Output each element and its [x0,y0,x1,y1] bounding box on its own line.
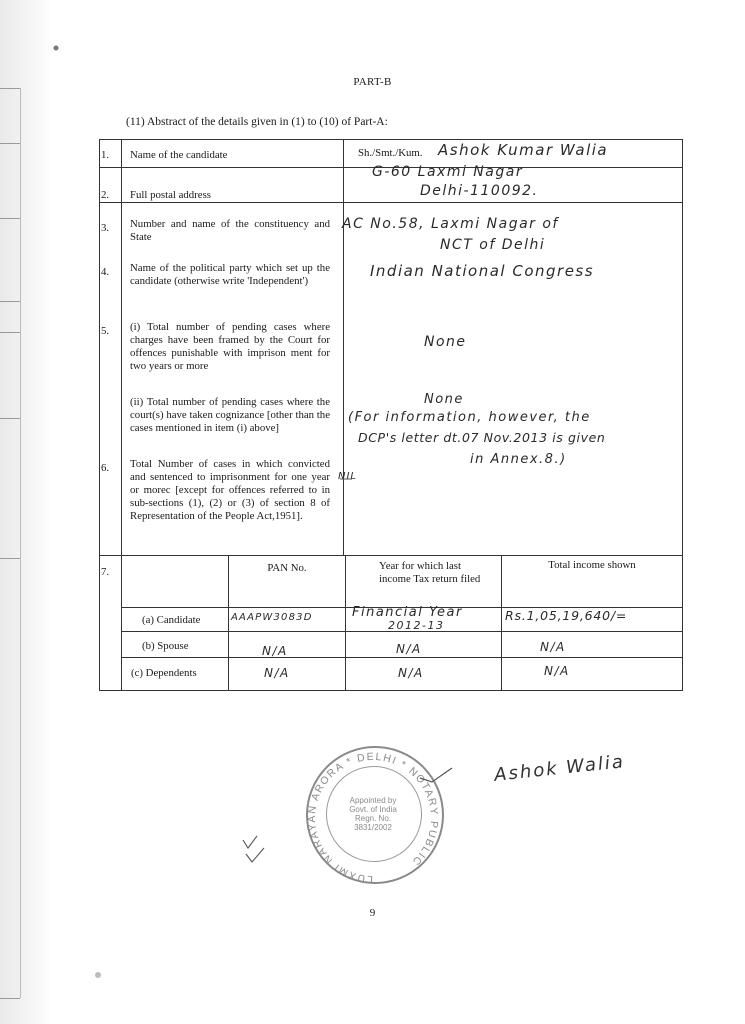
left-edge-tick [0,558,20,559]
pending-cases-framed-value: None [424,334,467,350]
candidate-year-line1: Financial Year [352,605,463,620]
spouse-income-label: (b) Spouse [142,640,189,652]
dependents-pan-value: N/A [264,666,290,680]
candidate-name-value: Ashok Kumar Walia [438,141,609,159]
constituency-value-line2: NCT of Delhi [440,237,546,253]
pending-cases-cognizance-label: (ii) Total number of pending cases where the court(s) have taken cognizance [other than the cases mentioned in item (i) above] [130,396,330,434]
convicted-cases-label: Total Number of cases in which convicted and sentenced to imprisonment for one year or morec [except for offences referred to in sub-sections (1), (2) or (3) of section 8 of Representation of the People Act,1951]. [130,458,330,522]
row-number: 3. [101,222,110,234]
notary-stamp-center: Appointed by Govt. of India Regn. No. 3831/2002 [349,796,397,832]
cognizance-note-line2: DCP's letter dt.07 Nov.2013 is given [358,430,606,445]
left-edge-tick [0,332,20,333]
tick-mark-icon [243,836,257,848]
income-header: Total income shown [548,559,636,571]
left-edge-tick [0,998,20,999]
row-number: 1. [101,149,110,161]
notary-stamp-ring-text: LUXMI NARAYAN ARORA * DELHI * NOTARY PUBLIC [306,750,441,886]
row-number: 7. [101,566,110,578]
pending-cases-framed-label: (i) Total number of pending cases where charges have been framed by the Court for offences punishable with imprison ment for two years or more [130,321,330,372]
name-prefix: Sh./Smt./Kum. [358,147,423,159]
political-party-value: Indian National Congress [370,262,595,280]
pending-cases-cognizance-value: None [424,392,464,407]
postal-address-line1: G-60 Laxmi Nagar [372,164,524,180]
signature: Ashok Walia [493,751,626,786]
left-edge-tick [0,88,20,89]
candidate-year-line2: 2012-13 [388,619,445,632]
left-edge-tick [0,301,20,302]
scan-speck-icon [54,46,59,51]
cognizance-note-line3: in Annex.8.) [470,452,567,467]
postal-address-label: Full postal address [130,189,211,201]
constituency-label: Number and name of the constituency and State [130,218,330,243]
constituency-value-line1: AC No.58, Laxmi Nagar of [342,216,559,232]
page-edge-shadow [0,0,52,1024]
postal-address-line2: Delhi-110092. [420,183,539,199]
spouse-pan-value: N/A [262,644,288,658]
part-title: PART-B [353,76,392,88]
candidate-name-label: Name of the candidate [130,149,228,161]
dependents-year-value: N/A [398,666,424,680]
candidate-income-value: Rs.1,05,19,640/= [505,608,628,623]
spouse-income-value: N/A [540,640,566,654]
spouse-year-value: N/A [396,642,422,656]
candidate-income-label: (a) Candidate [142,614,201,626]
row-number: 4. [101,266,110,278]
row-number: 2. [101,189,110,201]
tax-year-header: Year for which last income Tax return filed [379,560,481,585]
scan-speck-icon [95,972,101,978]
convicted-cases-value: NIL [338,471,358,482]
tick-mark-icon [246,848,264,862]
candidate-pan-value: AAAPW3083D [231,612,313,623]
pan-header: PAN No. [267,562,307,574]
page-number: 9 [369,907,376,919]
left-edge-line [20,88,21,998]
left-edge-tick [0,418,20,419]
cognizance-note-line1: (For information, however, the [348,410,591,425]
row-number: 6. [101,462,110,474]
left-edge-tick [0,143,20,144]
left-edge-tick [0,218,20,219]
abstract-heading: (11) Abstract of the details given in (1) to (10) of Part-A: [126,116,388,128]
dependents-income-value: N/A [544,664,570,678]
political-party-label: Name of the political party which set up the candidate (otherwise write 'Independent') [130,262,330,287]
row-number: 5. [101,325,110,337]
dependents-income-label: (c) Dependents [131,667,197,679]
